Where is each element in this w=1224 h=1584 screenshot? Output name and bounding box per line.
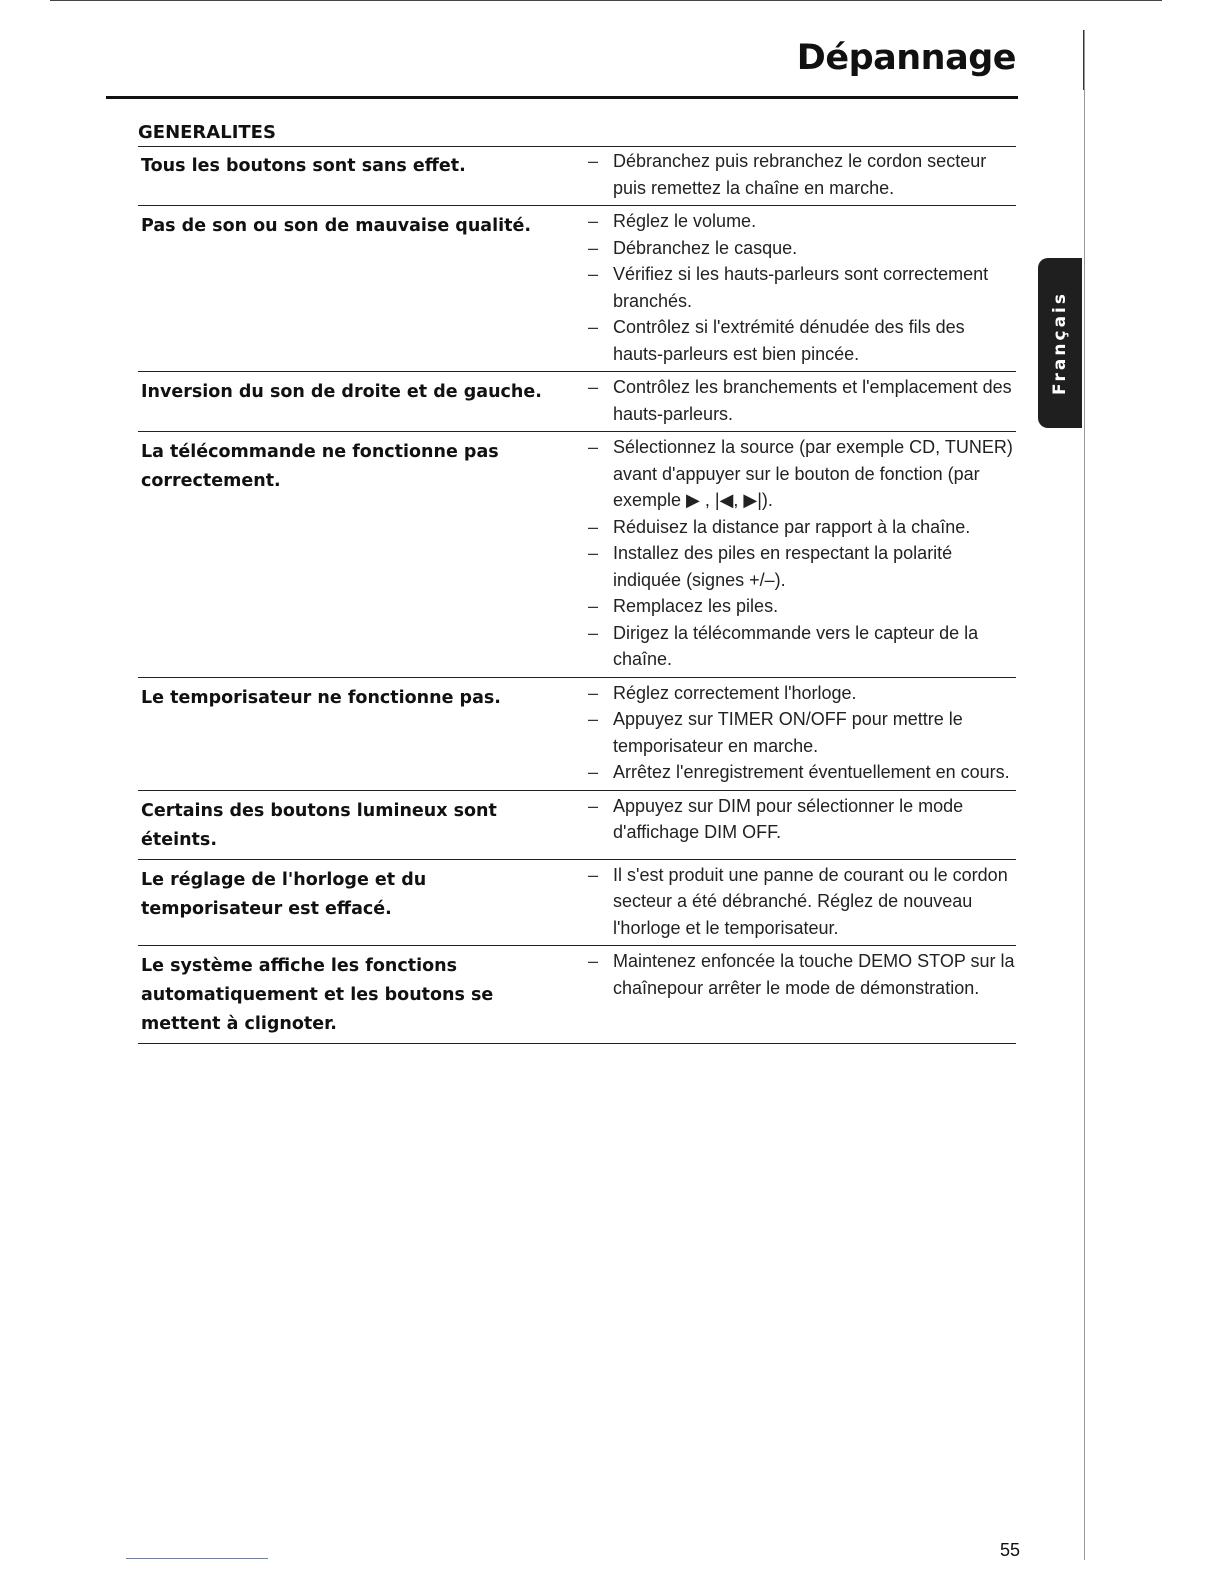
solution-item: – Appuyez sur TIMER ON/OFF pour mettre le temporisateur en marche.	[558, 706, 1016, 759]
table-row	[138, 791, 1016, 860]
solution-list	[558, 946, 1016, 1043]
solution-item: – Remplacez les piles.	[558, 593, 1016, 620]
table-row	[138, 206, 1016, 372]
page-title: Dépannage	[796, 38, 1016, 78]
table-row	[138, 146, 1016, 206]
language-tab-label: Français	[1050, 291, 1070, 395]
solution-item: – Dirigez la télécommande vers le capteur de la chaîne.	[558, 620, 1016, 673]
problem-text: Le système affiche les fonctions automatiquement et les boutons se mettent à clignoter.	[141, 956, 494, 1034]
solution-list	[558, 372, 1016, 431]
problem-text: La télécommande ne fonctionne pas correctement.	[141, 442, 499, 491]
footer-link-rule	[126, 1558, 268, 1559]
solution-item: – Maintenez enfoncée la touche DEMO STOP sur la chaînepour arrêter le mode de démonstration.	[558, 948, 1016, 1001]
margin-line	[1084, 30, 1085, 1560]
solution-item: – Réglez le volume.	[558, 208, 1016, 235]
solution-item: – Réglez correctement l'horloge.	[558, 680, 1016, 707]
solution-list	[558, 791, 1016, 859]
problem-text: Certains des boutons lumineux sont éteints.	[141, 800, 497, 850]
solution-item: – Contrôlez les branchements et l'emplacement des hauts-parleurs.	[558, 374, 1016, 427]
language-tab	[1038, 258, 1082, 428]
solution-item: – Débranchez puis rebranchez le cordon secteur puis remettez la chaîne en marche.	[558, 148, 1016, 201]
table-row	[138, 946, 1016, 1044]
table-row	[138, 678, 1016, 791]
title-rule	[106, 96, 1018, 99]
solution-item: – Contrôlez si l'extrémité dénudée des fils des hauts-parleurs est bien pincée.	[558, 314, 1016, 367]
problem-text: Le temporisateur ne fonctionne pas.	[141, 687, 501, 708]
solution-item: – Réduisez la distance par rapport à la chaîne.	[558, 514, 1016, 541]
table-row	[138, 860, 1016, 947]
page-number: 55	[1000, 1540, 1021, 1560]
solution-list	[558, 860, 1016, 946]
troubleshooting-table	[138, 146, 1016, 1044]
solution-item: – Il s'est produit une panne de courant ou le cordon secteur a été débranché. Réglez de nouveau l'horloge et le temporisateur.	[558, 862, 1016, 942]
problem-text: Le réglage de l'horloge et du temporisateur est effacé.	[141, 869, 427, 919]
solution-list	[558, 678, 1016, 790]
table-row	[138, 432, 1016, 678]
solution-item: – Sélectionnez la source (par exemple CD, TUNER) avant d'appuyer sur le bouton de fonction (par exemple ▶ , |◀, ▶|).	[558, 434, 1016, 514]
solution-list	[558, 432, 1016, 677]
solution-item: – Arrêtez l'enregistrement éventuellement en cours.	[558, 759, 1016, 786]
solution-item: – Installez des piles en respectant la polarité indiquée (signes +/–).	[558, 540, 1016, 593]
top-rule	[50, 0, 1162, 1]
solution-item: – Débranchez le casque.	[558, 235, 1016, 262]
problem-text: Inversion du son de droite et de gauche.	[141, 382, 542, 402]
solution-list	[558, 146, 1016, 205]
solution-list	[558, 206, 1016, 371]
problem-text: Tous les boutons sont sans effet.	[141, 156, 466, 176]
solution-item: – Appuyez sur DIM pour sélectionner le mode d'affichage DIM OFF.	[558, 793, 1016, 846]
table-row	[138, 372, 1016, 432]
solution-item: – Vérifiez si les hauts-parleurs sont correctement branchés.	[558, 261, 1016, 314]
section-title: GENERALITES	[138, 122, 276, 143]
problem-text: Pas de son ou son de mauvaise qualité.	[141, 216, 531, 236]
